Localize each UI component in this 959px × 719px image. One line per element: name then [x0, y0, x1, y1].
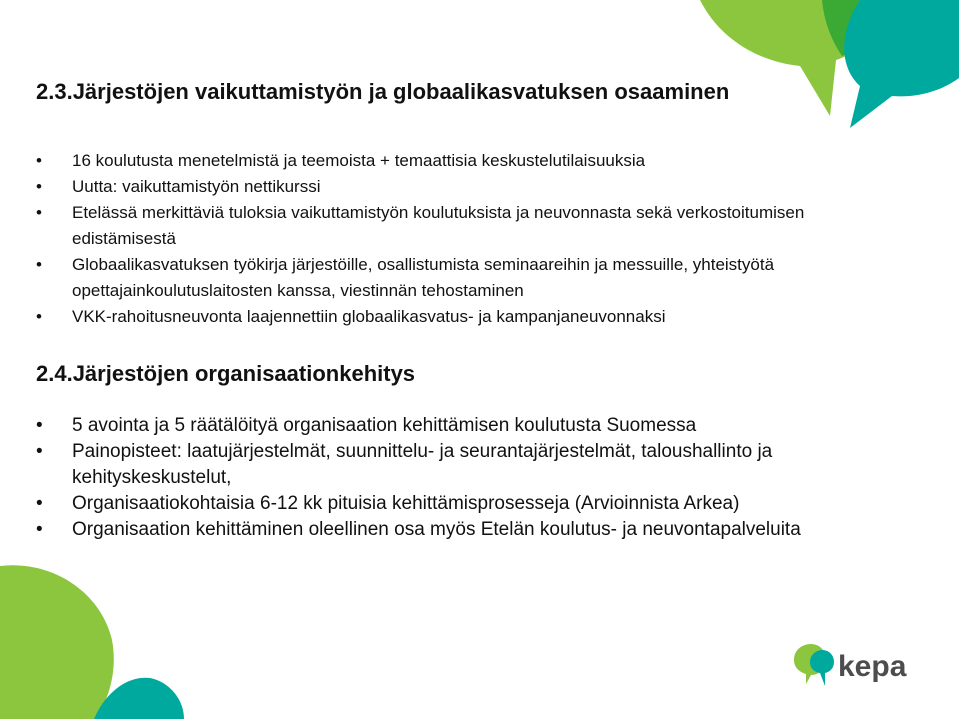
logo-wordmark: kepa [838, 650, 907, 683]
list-item: • Uutta: vaikuttamistyön nettikurssi [36, 174, 896, 200]
kepa-logo [792, 642, 922, 690]
logo-teal-bubble [810, 650, 834, 686]
section-heading-advocacy: 2.3.Järjestöjen vaikuttamistyön ja globaalikasvatuksen osaaminen [36, 79, 730, 104]
advocacy-bullet-list [36, 148, 896, 330]
list-item: • VKK-rahoitusneuvonta laajennettiin globaalikasvatus- ja kampanjaneuvonnaksi [36, 304, 896, 330]
list-item: • Organisaation kehittäminen oleellinen osa myös Etelän koulutus- ja neuvontapalveluita [36, 517, 896, 543]
speech-bubbles-icon [794, 644, 834, 686]
organisation-bullet-list [36, 413, 896, 543]
list-item: • Organisaatiokohtaisia 6-12 kk pituisia kehittämisprosesseja (Arvioinnista Arkea) [36, 491, 896, 517]
section-heading-organisation: 2.4.Järjestöjen organisaationkehitys [36, 361, 416, 386]
list-item: • 16 koulutusta menetelmistä ja teemoista + temaattisia keskustelutilaisuuksia [36, 148, 896, 174]
list-item: • Etelässä merkittäviä tuloksia vaikuttamistyön koulutuksista ja neuvonnasta sekä verkostoitumisen edistämisestä [36, 200, 896, 252]
top-teal-bubble-shape [844, 0, 959, 128]
list-item: • Globaalikasvatuksen työkirja järjestöille, osallistumista seminaareihin ja messuille, yhteistyötä opettajainkoulutuslaitosten kanssa, viestinnän tehostaminen [36, 252, 896, 304]
list-item: • Painopisteet: laatujärjestelmät, suunnittelu- ja seurantajärjestelmät, taloushallinto ja kehityskeskustelut, [36, 439, 896, 491]
bottom-green-bubble-shape [0, 565, 114, 719]
list-item: • 5 avointa ja 5 räätälöityä organisaation kehittämisen koulutusta Suomessa [36, 413, 896, 439]
